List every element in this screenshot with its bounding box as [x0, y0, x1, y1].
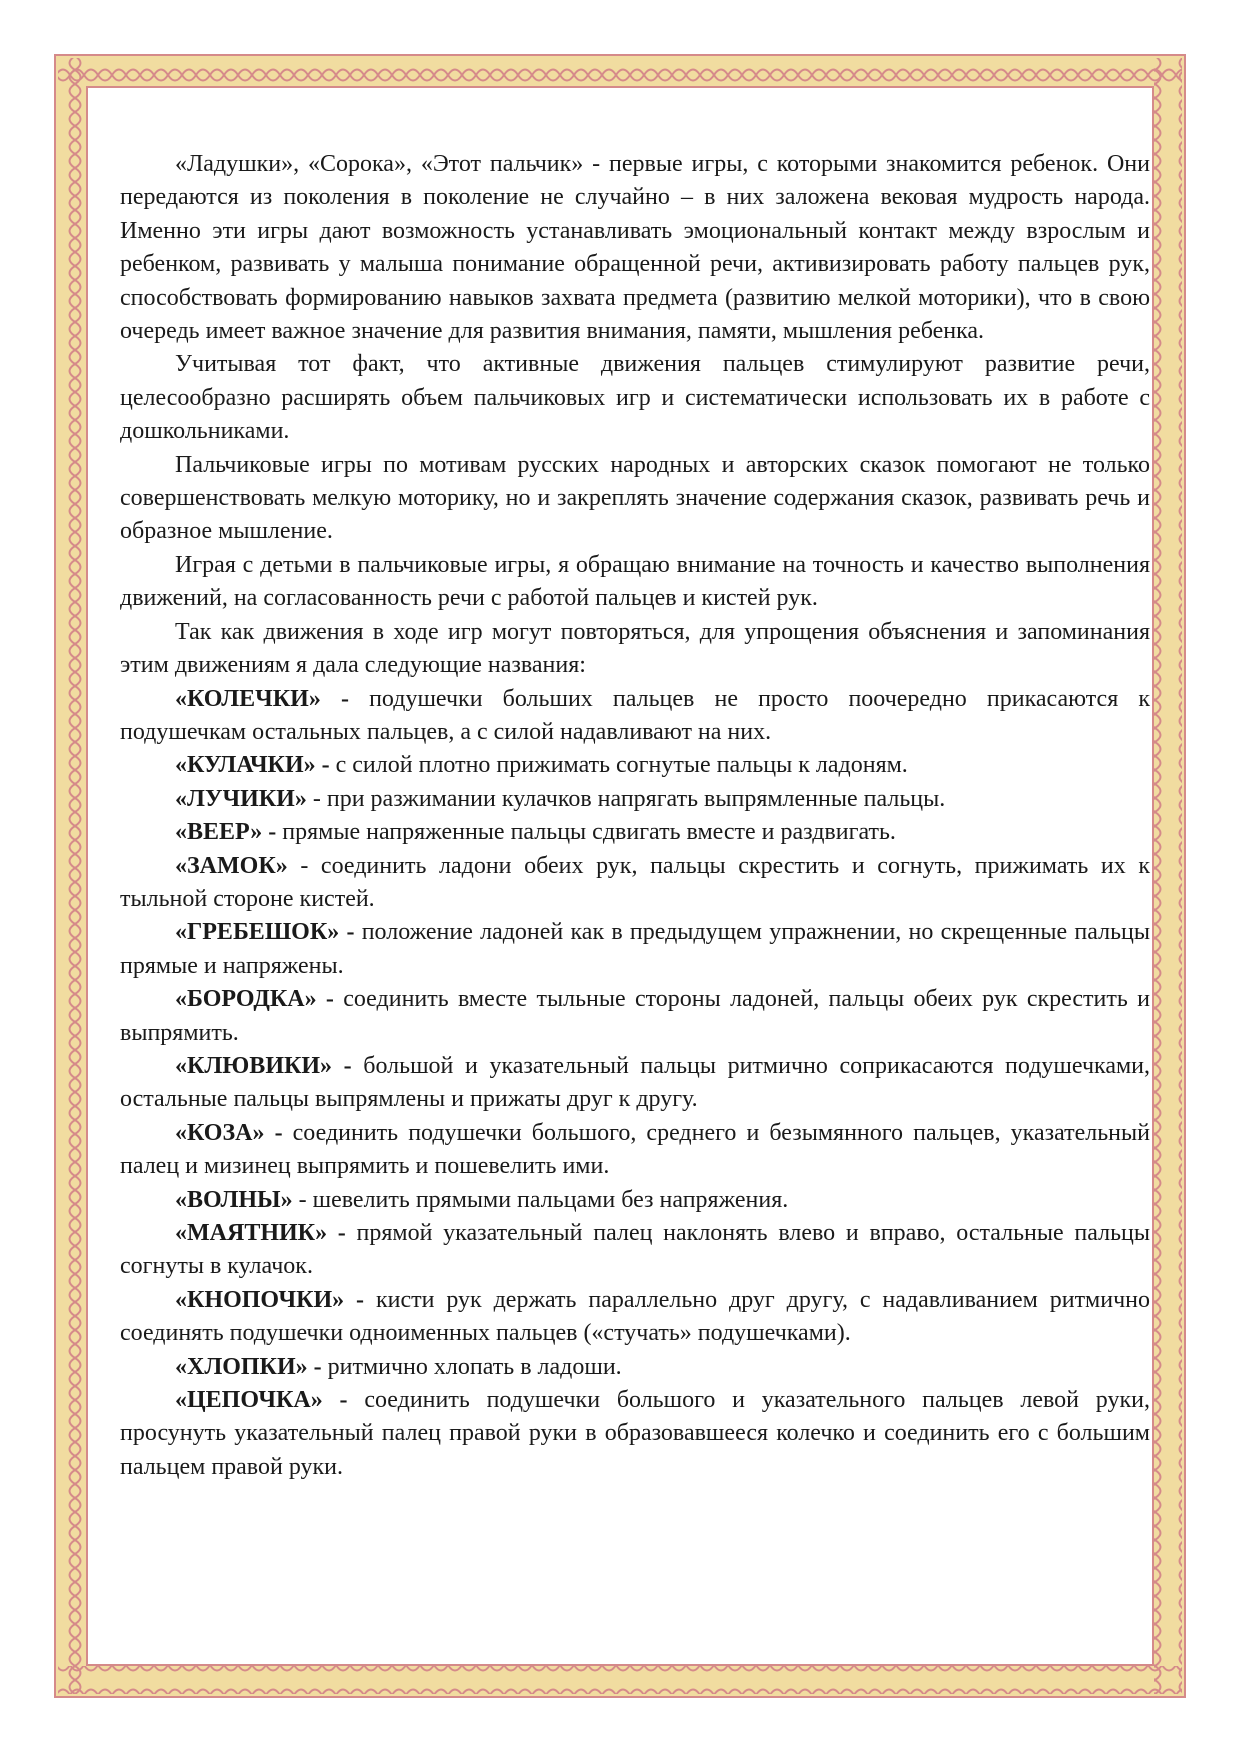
definition-tsepochka — [120, 1384, 1150, 1484]
intro-paragraph: «Ладушки», «Сорока», «Этот пальчик» - первые игры, с которыми знакомится ребенок. Они передаются из поколения в поколение не случайно – в них заложена вековая мудрость народа. Именно эти игры дают возможность устанавливать эмоциональный контакт между взрослым и ребенком, развивать у малыша понимание обращенной речи, активизировать работу пальцев рук, способствовать формированию навыков захвата предмета (развитию мелкой моторики), что в свою очередь имеет важное значение для развития внимания, памяти, мышления ребенка. — [120, 151, 1150, 345]
definition-term: «ЛУЧИКИ» — [175, 785, 307, 812]
definition-klyuviki — [120, 1050, 1150, 1117]
definition-volny — [120, 1184, 1150, 1217]
definition-koza — [120, 1117, 1150, 1184]
body-paragraph: Учитывая тот факт, что активные движения пальцев стимулируют развитие речи, целесообразно расширять объем пальчиковых игр и систематически использовать их в работе с дошкольниками. — [120, 351, 1150, 445]
definition-veer — [120, 816, 1150, 849]
body-paragraph: Так как движения в ходе игр могут повторяться, для упрощения объяснения и запоминания этим движениям я дала следующие названия: — [120, 618, 1150, 679]
definition-text: прямой указательный палец наклонять влево и вправо, остальные пальцы согнуты в кулачок. — [120, 1220, 1150, 1280]
definition-text: ритмично хлопать в ладоши. — [321, 1353, 622, 1380]
definition-knopochki — [120, 1284, 1150, 1351]
definition-text: - при разжимании кулачков напрягать выпрямленные пальцы. — [306, 785, 946, 812]
definition-term: «КОЗА» - — [175, 1119, 283, 1146]
definition-text: подушечки больших пальцев не просто поочередно прикасаются к подушечкам остальных пальцев, а с силой надавливают на них. — [120, 685, 1151, 745]
definition-zamok — [120, 850, 1150, 917]
definition-term: «ХЛОПКИ» - — [175, 1353, 322, 1380]
definition-text: положение ладоней как в предыдущем упражнении, но скрещенные пальцы прямые и напряжены. — [120, 919, 1150, 979]
body-paragraph: Пальчиковые игры по мотивам русских народных и авторских сказок помогают не только совершенствовать мелкую моторику, но и закреплять значение содержания сказок, развивать речь и образное мышление. — [120, 451, 1150, 545]
definition-term: «ГРЕБЕШОК» - — [175, 919, 355, 946]
definition-text: соединить подушечки большого и указательного пальцев левой руки, просунуть указательный палец правой руки в образовавшееся колечко и соединить его с большим пальцем правой руки. — [120, 1387, 1150, 1480]
definition-text: - соединить ладони обеих рук, пальцы скрестить и согнуть, прижимать их к тыльной стороне кистей. — [120, 852, 1150, 912]
definition-text: соединить подушечки большого, среднего и безымянного пальцев, указательный палец и мизинец выпрямить и пошевелить ими. — [120, 1119, 1150, 1180]
definition-term: «КЛЮВИКИ» - — [175, 1052, 352, 1079]
body-paragraph: Играя с детьми в пальчиковые игры, я обращаю внимание на точность и качество выполнения движений, на согласованность речи с работой пальцев и кистей рук. — [120, 551, 1150, 612]
definition-mayatnik — [120, 1217, 1150, 1284]
definition-text: кисти рук держать параллельно друг другу, с надавливанием ритмично соединять подушечки одноименных пальцев («стучать» подушечками). — [120, 1286, 1151, 1347]
definition-luchiki — [120, 783, 1150, 816]
definition-kulachki — [120, 749, 1150, 782]
definition-term: «ВОЛНЫ» — [175, 1186, 293, 1213]
definition-term: «ЗАМОК» — [175, 852, 288, 879]
definition-grebeshok — [120, 916, 1150, 983]
definition-koleчki — [120, 683, 1150, 750]
definition-text: большой и указательный пальцы ритмично соприкасаются подушечками, остальные пальцы выпрямлены и прижаты друг к другу. — [120, 1052, 1150, 1113]
definition-term: «КОЛЕЧКИ» - — [175, 685, 349, 712]
definition-term: «МАЯТНИК» - — [175, 1220, 346, 1246]
definition-text: соединить вместе тыльные стороны ладоней, пальцы обеих рук скрестить и выпрямить. — [120, 986, 1150, 1046]
definition-term: «ВЕЕР» - — [175, 819, 277, 846]
definition-text: прямые напряженные пальцы сдвигать вместе и раздвигать. — [276, 819, 896, 846]
definition-text: - шевелить прямыми пальцами без напряжения. — [292, 1186, 789, 1213]
definition-term: «БОРОДКА» - — [175, 986, 334, 1013]
definition-borodka — [120, 983, 1150, 1050]
definition-khlopki — [120, 1351, 1150, 1384]
definition-term: «КУЛАЧКИ» - — [175, 752, 330, 779]
definition-term: «КНОПОЧКИ» - — [175, 1286, 365, 1313]
definition-text: с силой плотно прижимать согнутые пальцы к ладоням. — [329, 752, 908, 779]
document-body — [120, 148, 1150, 1484]
definition-term: «ЦЕПОЧКА» - — [175, 1387, 348, 1414]
